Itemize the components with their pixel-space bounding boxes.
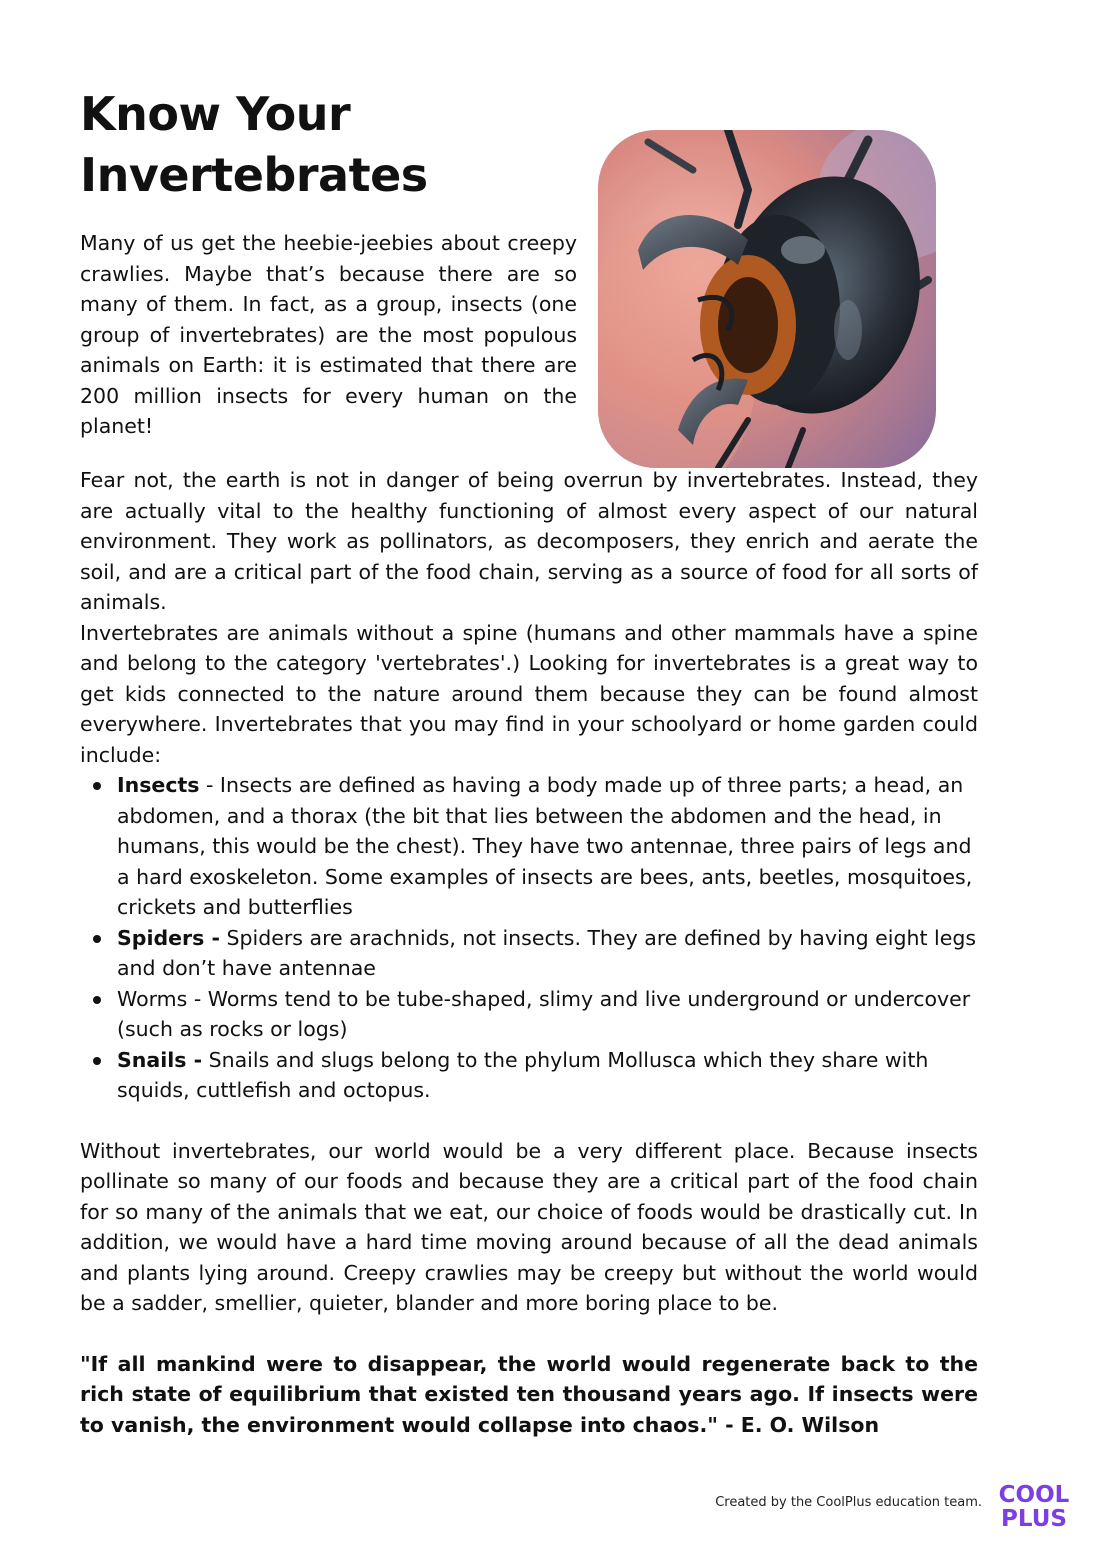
stag-beetle-photo: [598, 130, 936, 468]
coolplus-logo: [995, 1480, 1073, 1530]
intro-paragraph: Many of us get the heebie-jeebies about creepy crawlies. Maybe that’s because there are so many of them. In fact, as a group, insects (one group of invertebrates) are the most populous animals on Earth: it is estimated that there are 200 million insects for every human on the planet!: [80, 231, 577, 438]
list-text: Spiders are arachnids, not insects. They are defined by having eight legs and don’t have antennae: [117, 925, 977, 980]
invertebrate-list: [80, 770, 978, 1106]
list-text: Snails and slugs belong to the phylum Mollusca which they share with squids, cuttlefish and octopus.: [117, 1047, 929, 1102]
main-content: [80, 465, 978, 1440]
list-term: Spiders -: [117, 925, 221, 950]
title-line-2: Invertebrates: [80, 148, 428, 202]
list-text: Worms - Worms tend to be tube-shaped, slimy and live underground or undercover (such as rocks or logs): [117, 986, 971, 1041]
list-term: Insects: [117, 773, 200, 797]
paragraph-definition: Invertebrates are animals without a spine (humans and other mammals have a spine and belong to the category 'vertebrates'.) Looking for invertebrates is a great way to get kids connected to the nature around them because they can be found almost everywhere. Invertebrates that you may find in your schoolyard or home garden could include:: [80, 620, 978, 767]
list-item-snails: [117, 1045, 978, 1106]
paragraph-conclusion: Without invertebrates, our world would be a very different place. Because insects pollinate so many of our foods and because they are a critical part of the food chain for so many of the animals that we eat, our choice of foods would be drastically cut. In addition, we would have a hard time moving around because of all the dead animals and plants lying around. Creepy crawlies may be creepy but without the world would be a sadder, smellier, quieter, blander and more boring place to be.: [80, 1138, 978, 1315]
list-term: Snails -: [117, 1047, 203, 1072]
logo-text-cool: COOL: [998, 1482, 1070, 1508]
spacer: [80, 1319, 978, 1349]
paragraph-importance: Fear not, the earth is not in danger of being overrun by invertebrates. Instead, they are actually vital to the healthy functioning of almost every aspect of our natural environment. They work as pollinators, as decomposers, they enrich and aerate the soil, and are a critical part of the food chain, serving as a source of food for all sorts of animals.: [80, 468, 978, 614]
list-item-worms: [117, 984, 978, 1045]
footer-credit: Created by the CoolPlus education team.: [715, 1495, 982, 1510]
spacer: [80, 1106, 978, 1136]
quote-wilson: "If all mankind were to disappear, the world would regenerate back to the rich state of equilibrium that existed ten thousand years ago. If insects were to vanish, the environment would collapse into chaos." - E. O. Wilson: [80, 1351, 978, 1437]
list-item-insects: [117, 770, 978, 923]
title-line-1: Know Your: [80, 87, 351, 141]
logo-text-plus: PLUS: [1001, 1506, 1067, 1530]
list-item-spiders: [117, 923, 978, 984]
list-text: - Insects are defined as having a body made up of three parts; a head, an abdomen, and a thorax (the bit that lies between the abdomen and the head, in humans, this would be the chest). They have two antennae, three pairs of legs and a hard exoskeleton. Some examples of insects are bees, ants, beetles, mosquitoes, crickets and butterflies: [117, 773, 973, 919]
page-title: [80, 84, 560, 206]
